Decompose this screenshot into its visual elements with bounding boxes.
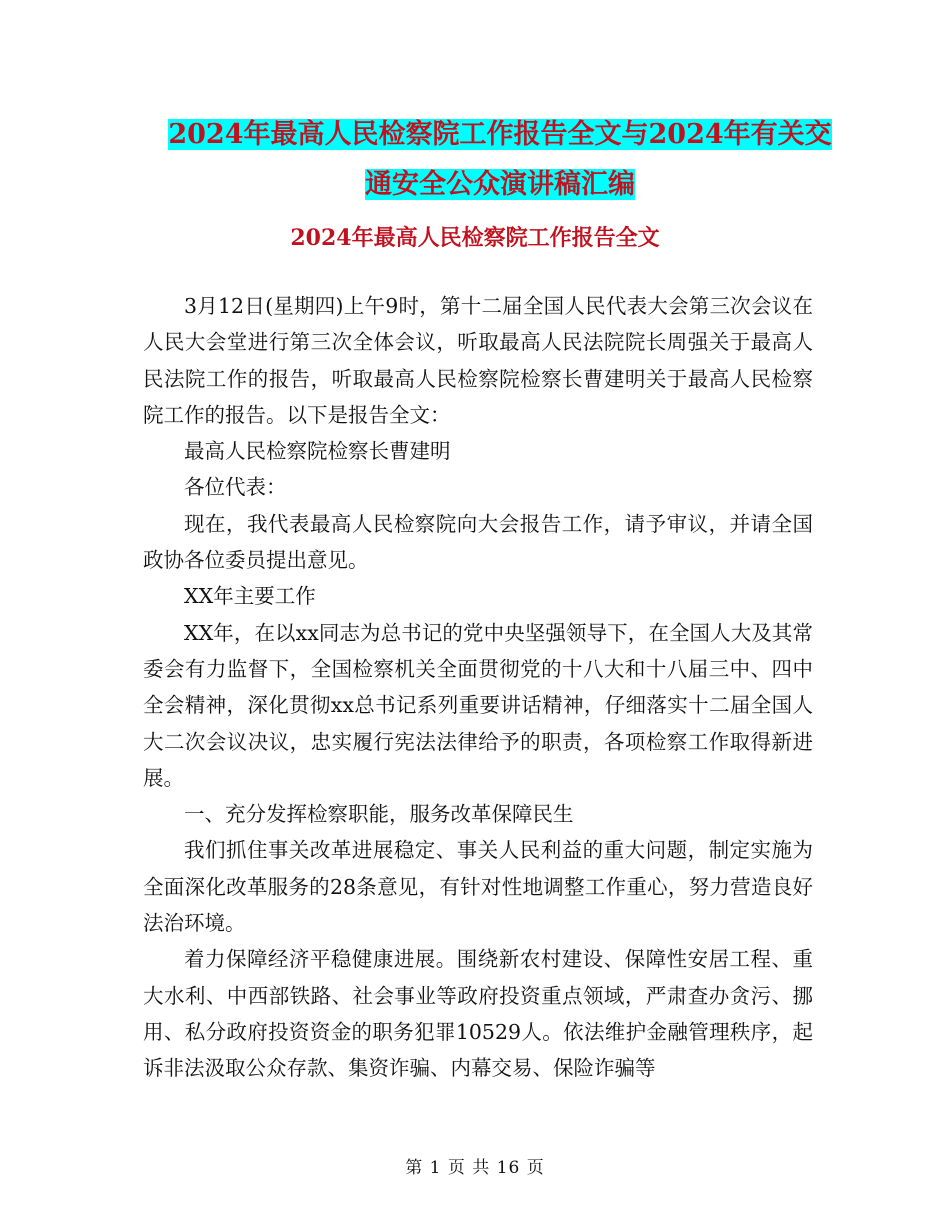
page-footer: 第 1 页 共 16 页 <box>405 1158 545 1178</box>
paragraph: 最高人民检察院检察长曹建明 <box>184 439 451 464</box>
main-title-line1: 2024年最高人民检察院工作报告全文与2024年有关交 <box>168 119 832 150</box>
paragraph: 一、充分发挥检察职能，服务改革保障民生 <box>184 802 574 827</box>
document-main-title <box>120 110 880 210</box>
section-title: 2024年最高人民检察院工作报告全文 <box>290 225 660 251</box>
paragraph: XX年，在以xx同志为总书记的党中央坚强领导下，在全国人大及其常委会有力监督下，全国检察机关全面贯彻党的十八大和十八届三中、四中全会精神，深化贯彻xx总书记系列重要讲话精神，仔细落实十二届全国人大二次会议决议，忠实履行宪法法律给予的职责，各项检察工作取得新进展。 <box>143 620 813 790</box>
paragraph: 着力保障经济平稳健康进展。围绕新农村建设、保障性安居工程、重大水利、中西部铁路、社会事业等政府投资重点领域，严肃查办贪污、挪用、私分政府投资资金的职务犯罪10529人。依法维护金融管理秩序，起诉非法汲取公众存款、集资诈骗、内幕交易、保险诈骗等 <box>143 947 813 1081</box>
main-title-line2: 通安全公众演讲稿汇编 <box>365 169 635 200</box>
paragraph: 现在，我代表最高人民检察院向大会报告工作，请予审议，并请全国政协各位委员提出意见。 <box>143 511 813 573</box>
paragraph: 我们抓住事关改革进展稳定、事关人民利益的重大问题，制定实施为全面深化改革服务的28条意见，有针对性地调整工作重心，努力营造良好法治环境。 <box>143 838 813 936</box>
document-body <box>143 288 813 1087</box>
paragraph: XX年主要工作 <box>184 584 316 609</box>
paragraph: 各位代表： <box>184 475 287 500</box>
paragraph: 3月12日(星期四)上午9时，第十二届全国人民代表大会第三次会议在人民大会堂进行第三次全体会议，听取最高人民法院院长周强关于最高人民法院工作的报告，听取最高人民检察院检察长曹建明关于最高人民检察院工作的报告。以下是报告全文： <box>143 294 813 427</box>
